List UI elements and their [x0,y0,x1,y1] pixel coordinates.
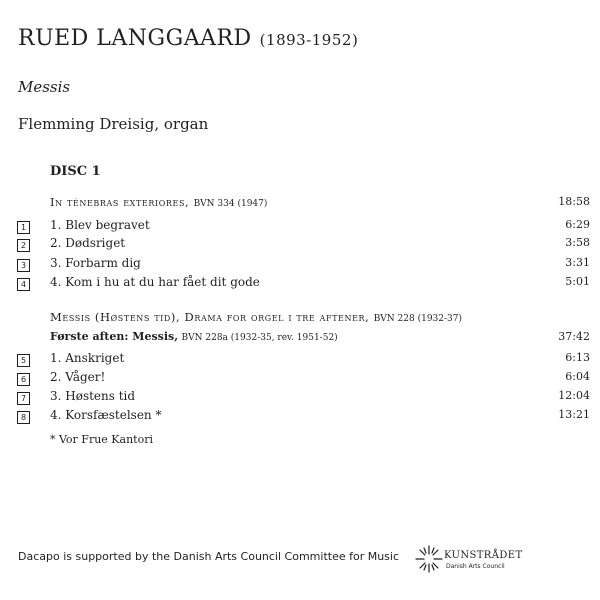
track-title: 3. Forbarm dig [50,256,141,270]
track-duration: 6:13 [565,351,590,364]
track-title: 4. Kom i hu at du har fået dit gode [50,275,260,289]
track-title: 2. Våger! [50,370,106,384]
track-title: 1. Blev begravet [50,218,150,232]
track-row[interactable] [0,389,600,409]
funding-credit: Dacapo is supported by the Danish Arts Council Committee for Music [18,550,400,563]
album-title: Messis [18,78,71,96]
disc-label: DISC 1 [50,164,101,179]
work-header [0,310,600,330]
work-catalog: BVN 334 (1947) [193,199,268,209]
track-duration: 6:04 [565,370,590,383]
track-number: 3 [17,259,30,272]
track-number: 1 [17,221,30,234]
track-number: 7 [17,392,30,405]
track-duration: 6:29 [565,218,590,231]
track-title: 1. Anskriget [50,351,125,365]
track-row[interactable] [0,256,600,276]
track-duration: 12:04 [558,389,590,402]
work-header [0,195,600,215]
track-duration: 3:31 [565,256,590,269]
track-row[interactable] [0,408,600,428]
work-sub-title: Første aften: Messis, BVN 228a (1932-35, rev. 1951-52) [50,330,338,343]
composer-years: (1893-1952) [259,31,359,49]
track-row[interactable] [0,218,600,238]
work-sub-catalog: BVN 228a (1932-35, rev. 1951-52) [181,333,338,343]
track-title: 3. Høstens tid [50,389,136,403]
track-number: 6 [17,373,30,386]
track-duration: 3:58 [565,236,590,249]
logo-subtitle: Danish Arts Council [446,563,505,570]
performer: Flemming Dreisig, organ [18,115,209,133]
arts-council-logo [414,544,524,578]
footnote: * Vor Frue Kantori [50,433,153,446]
work-subheader [0,330,600,350]
track-number: 2 [17,239,30,252]
composer-name: RUED LANGGAARD [18,26,252,51]
work-duration: 37:42 [558,330,590,343]
track-row[interactable] [0,370,600,390]
track-title: 4. Korsfæstelsen * [50,408,162,422]
composer-heading [18,26,358,51]
track-number: 4 [17,278,30,291]
track-duration: 13:21 [558,408,590,421]
work-title: In ténebras exteriores, BVN 334 (1947) [50,195,268,209]
track-row[interactable] [0,275,600,295]
track-row[interactable] [0,236,600,256]
track-number: 5 [17,354,30,367]
track-duration: 5:01 [565,275,590,288]
track-row[interactable] [0,351,600,371]
work-duration: 18:58 [558,195,590,208]
work-title: Messis (Høstens tid), Drama for orgel i tre aftener, BVN 228 (1932-37) [50,310,462,324]
arts-council-emblem-icon [414,544,444,574]
logo-name: KUNSTRÅDET [444,550,523,561]
work-catalog: BVN 228 (1932-37) [373,314,462,324]
track-title: 2. Dødsriget [50,236,126,250]
track-number: 8 [17,411,30,424]
